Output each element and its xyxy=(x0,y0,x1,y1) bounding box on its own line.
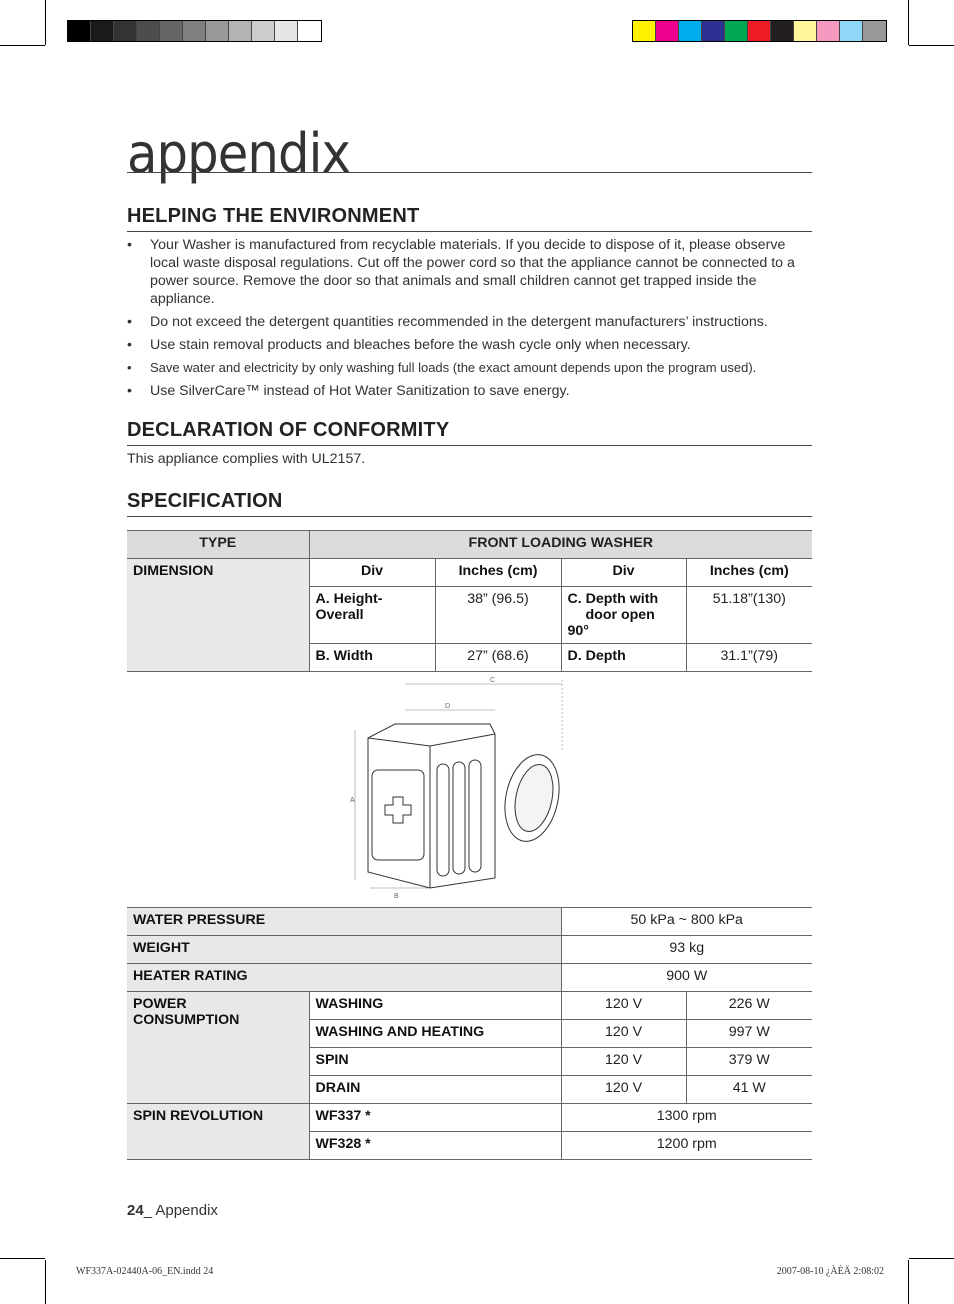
table-cell: 1200 rpm xyxy=(561,1132,812,1160)
table-cell: 997 W xyxy=(686,1020,812,1048)
crop-mark xyxy=(908,1260,909,1304)
gray-swatch xyxy=(137,21,160,41)
table-cell: 120 V xyxy=(561,1076,686,1104)
table-cell: 226 W xyxy=(686,992,812,1020)
list-item: • Save water and electricity by only washing full loads (the exact amount depends upon the program used). xyxy=(127,359,812,377)
weight-value: 93 kg xyxy=(561,936,812,964)
list-item: • Use SilverCare™ instead of Hot Water Sanitization to save energy. xyxy=(127,382,812,400)
table-cell xyxy=(561,587,686,644)
table-cell: A. Height-Overall xyxy=(309,587,435,644)
dimension-label: DIMENSION xyxy=(127,559,309,672)
color-swatch xyxy=(863,21,886,41)
page-title: appendix xyxy=(127,122,350,185)
gray-swatch xyxy=(68,21,91,41)
color-swatch-bar xyxy=(632,20,887,42)
table-cell: WASHING AND HEATING xyxy=(309,1020,561,1048)
table-cell: 31.1”(79) xyxy=(686,644,812,672)
table-cell: 1300 rpm xyxy=(561,1104,812,1132)
table-cell: 51.18”(130) xyxy=(686,587,812,644)
water-pressure-value: 50 kPa ~ 800 kPa xyxy=(561,908,812,936)
table-cell: WF328 * xyxy=(309,1132,561,1160)
gray-swatch xyxy=(114,21,137,41)
color-swatch xyxy=(702,21,725,41)
washer-dimension-figure xyxy=(340,660,580,900)
heater-label: HEATER RATING xyxy=(127,964,561,992)
environment-list xyxy=(127,236,812,405)
table-row xyxy=(127,531,812,559)
gray-swatch xyxy=(206,21,229,41)
weight-label: WEIGHT xyxy=(127,936,561,964)
table-cell: WASHING xyxy=(309,992,561,1020)
environment-heading: HELPING THE ENVIRONMENT xyxy=(127,205,812,232)
list-item: • Use stain removal products and bleaches before the wash cycle only when necessary. xyxy=(127,336,812,354)
gray-swatch xyxy=(229,21,252,41)
table-row xyxy=(127,559,812,587)
page-label: _ Appendix xyxy=(143,1202,218,1219)
crop-mark xyxy=(908,0,909,45)
label-c: C xyxy=(490,677,496,684)
gray-swatch xyxy=(160,21,183,41)
color-swatch xyxy=(656,21,679,41)
table-row xyxy=(127,992,812,1020)
conformity-text: This appliance complies with UL2157. xyxy=(127,451,366,467)
power-label-line: POWER xyxy=(133,996,187,1012)
spin-label: SPIN REVOLUTION xyxy=(127,1104,309,1160)
gray-swatch xyxy=(91,21,114,41)
table-header-cell: Div xyxy=(309,559,435,587)
table-cell-line: door open 90° xyxy=(567,607,655,639)
label-d: D xyxy=(445,703,451,710)
page-footer xyxy=(127,1202,218,1219)
color-swatch xyxy=(633,21,656,41)
water-pressure-label: WATER PRESSURE xyxy=(127,908,561,936)
power-label xyxy=(127,992,309,1104)
type-label: TYPE xyxy=(127,531,309,559)
table-cell: 120 V xyxy=(561,992,686,1020)
spec-table xyxy=(127,907,812,1160)
label-b: B xyxy=(394,893,399,900)
table-cell: D. Depth xyxy=(561,644,686,672)
color-swatch xyxy=(679,21,702,41)
dimension-table xyxy=(127,530,812,672)
table-cell: WF337 * xyxy=(309,1104,561,1132)
list-item: • Your Washer is manufactured from recyclable materials. If you decide to dispose of it, please observe local waste disposal regulations. Cut off the power cord so that the appliance cannot be connected to a power source. Remove the door so that animals and small children cannot get trapped inside the appliance. xyxy=(127,236,812,308)
table-row xyxy=(127,1104,812,1132)
crop-mark xyxy=(0,1258,45,1259)
page-number: 24 xyxy=(127,1202,144,1219)
crop-mark xyxy=(909,1258,954,1259)
specification-heading: SPECIFICATION xyxy=(127,490,812,517)
table-cell: 379 W xyxy=(686,1048,812,1076)
crop-mark xyxy=(909,45,954,46)
table-cell-line: C. Depth with xyxy=(567,591,659,607)
color-swatch xyxy=(748,21,771,41)
table-header-cell: Inches (cm) xyxy=(435,559,561,587)
table-cell: 27” (68.6) xyxy=(435,644,561,672)
table-header-cell: Inches (cm) xyxy=(686,559,812,587)
table-row xyxy=(127,936,812,964)
slug-right: 2007-08-10 ¿ÀÈÄ 2:08:02 xyxy=(776,1266,884,1277)
power-label-line: CONSUMPTION xyxy=(133,1012,240,1028)
color-swatch xyxy=(840,21,863,41)
color-swatch xyxy=(794,21,817,41)
slug-left: WF337A-02440A-06_EN.indd 24 xyxy=(76,1266,214,1277)
color-swatch xyxy=(725,21,748,41)
table-cell: 120 V xyxy=(561,1048,686,1076)
heater-value: 900 W xyxy=(561,964,812,992)
gray-swatch xyxy=(183,21,206,41)
crop-mark xyxy=(0,45,45,46)
table-cell: DRAIN xyxy=(309,1076,561,1104)
crop-mark xyxy=(45,0,46,45)
color-swatch xyxy=(817,21,840,41)
list-item: • Do not exceed the detergent quantities recommended in the detergent manufacturers’ instructions. xyxy=(127,313,812,331)
gray-swatch-bar xyxy=(67,20,322,42)
table-cell: B. Width xyxy=(309,644,435,672)
title-rule xyxy=(127,172,812,173)
type-value: FRONT LOADING WASHER xyxy=(309,531,812,559)
table-cell: SPIN xyxy=(309,1048,561,1076)
color-swatch xyxy=(771,21,794,41)
label-a: A xyxy=(350,797,355,804)
gray-swatch xyxy=(298,21,321,41)
gray-swatch xyxy=(275,21,298,41)
table-header-cell: Div xyxy=(561,559,686,587)
gray-swatch xyxy=(252,21,275,41)
table-row xyxy=(127,908,812,936)
conformity-heading: DECLARATION OF CONFORMITY xyxy=(127,419,812,446)
crop-mark xyxy=(45,1260,46,1304)
table-cell: 41 W xyxy=(686,1076,812,1104)
table-cell: 120 V xyxy=(561,1020,686,1048)
table-cell: 38” (96.5) xyxy=(435,587,561,644)
table-row xyxy=(127,964,812,992)
